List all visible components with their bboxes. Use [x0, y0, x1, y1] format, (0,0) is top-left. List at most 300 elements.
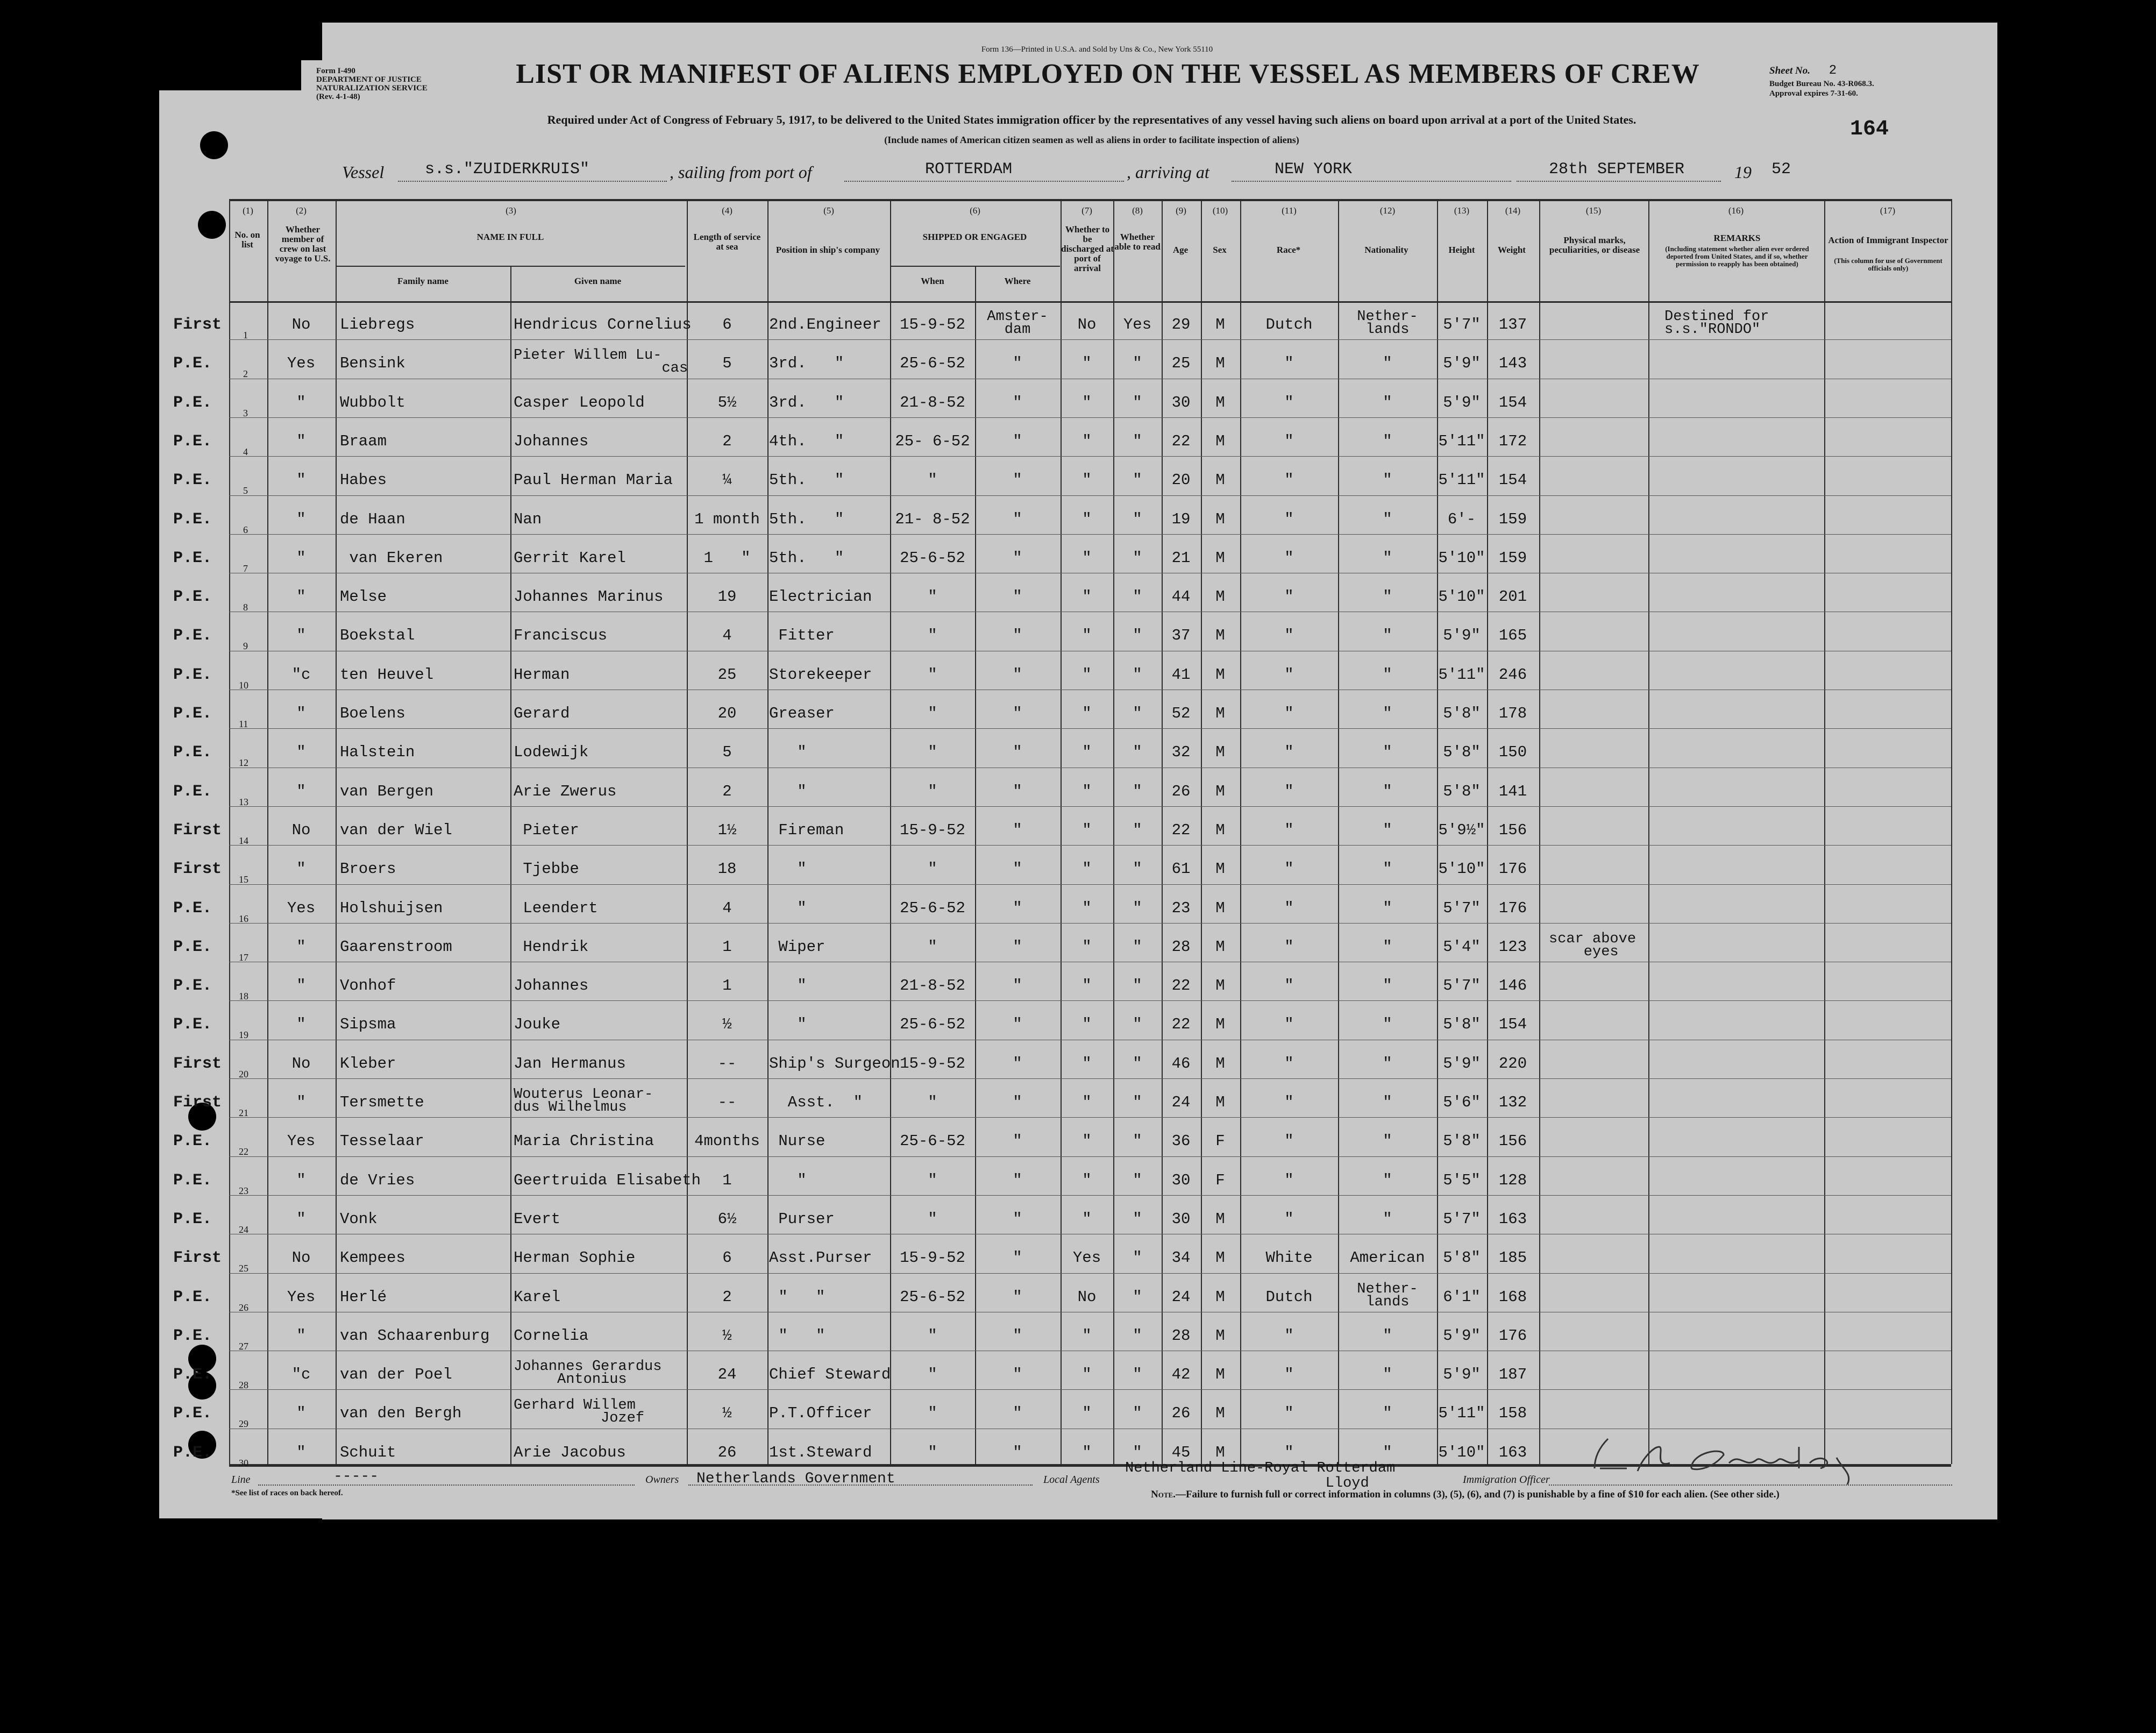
cell-height: 5'9" [1443, 1055, 1481, 1073]
cell-weight: 154 [1498, 1015, 1527, 1033]
cell-when: " [928, 1327, 937, 1345]
cell-position: " [769, 899, 807, 917]
cell-age: 30 [1171, 1210, 1191, 1228]
header-where: Where [1004, 276, 1031, 286]
cell-family: Kempees [340, 1249, 405, 1267]
cell-race: " [1284, 666, 1294, 684]
cell-family: Tersmette [340, 1093, 424, 1111]
column-number: (16) [1728, 205, 1744, 216]
header-name-in-full: NAME IN FULL [476, 232, 544, 242]
include-note: (Include names of American citizen seamen as well as aliens in order to facilitate inspection of aliens) [884, 134, 1299, 145]
cell-prev: " [296, 432, 306, 450]
cell-nat: " [1383, 1055, 1392, 1073]
cell-position: 4th. " [769, 432, 844, 450]
cell-read: " [1133, 394, 1142, 411]
cell-position: " [769, 977, 807, 995]
cell-race: " [1284, 432, 1294, 450]
cell-position: 5th. " [769, 510, 844, 528]
header-weight: Weight [1498, 245, 1526, 255]
cell-read: " [1133, 354, 1142, 372]
cell-given: Johannes [514, 977, 589, 995]
row-number: 3 [243, 408, 248, 418]
row-divider [229, 923, 1951, 924]
cell-where: " [1013, 1093, 1022, 1111]
sheet-number: Sheet No. 2 [1769, 63, 1837, 78]
cell-where: " [1013, 1055, 1022, 1073]
cell-height: 5'8" [1443, 1015, 1481, 1033]
cell-read: " [1133, 1444, 1142, 1461]
cell-prev: No [291, 316, 311, 333]
header-shipped-engaged: SHIPPED OR ENGAGED [922, 232, 1027, 242]
column-divider [1648, 199, 1649, 1464]
cell-sex: M [1215, 627, 1225, 644]
row-class-label: P.E. [173, 977, 212, 995]
cell-disch: " [1082, 705, 1092, 722]
printer-line: Form 136—Printed in U.S.A. and Sold by Uns & Co., New York 55110 [981, 45, 1213, 54]
row-class-label: P.E. [173, 394, 212, 412]
cell-height: 5'9" [1443, 627, 1481, 644]
cell-where: " [1013, 977, 1022, 995]
cell-when: " [928, 1171, 937, 1189]
row-class-label: P.E. [173, 1171, 212, 1190]
cell-given: Gerard [514, 705, 570, 722]
cell-where: " [1013, 821, 1022, 839]
cell-where: " [1013, 899, 1022, 917]
cell-race: " [1284, 1366, 1294, 1383]
cell-height: 5'11" [1438, 666, 1485, 684]
cell-sex: M [1215, 432, 1225, 450]
cell-sex: M [1215, 1210, 1225, 1228]
cell-height: 5'8" [1443, 705, 1481, 722]
cell-service: 2 [722, 1288, 732, 1306]
cell-where: " [1013, 1249, 1022, 1267]
cell-family: Kleber [340, 1055, 396, 1073]
line-label: Line [231, 1474, 251, 1486]
cell-service: 4 [722, 899, 732, 917]
cell-read: " [1133, 549, 1142, 567]
cell-nat: " [1383, 1444, 1392, 1461]
cell-sex: M [1215, 354, 1225, 372]
cell-disch: " [1082, 860, 1092, 878]
cell-family: ten Heuvel [340, 666, 434, 684]
cell-height: 5'11" [1438, 432, 1485, 450]
row-number: 28 [239, 1380, 248, 1390]
cell-nat: " [1383, 977, 1392, 995]
cell-position: Fireman [769, 821, 844, 839]
column-number: (17) [1880, 205, 1896, 216]
row-class-label: First [173, 1249, 222, 1267]
cell-height: 5'5" [1443, 1171, 1481, 1189]
row-divider [229, 1273, 1951, 1274]
cell-sex: M [1215, 1015, 1225, 1033]
cell-position: Nurse [769, 1132, 826, 1150]
column-number: (10) [1212, 205, 1228, 216]
cell-given: Hendricus Cornelius [514, 316, 692, 333]
cell-disch: " [1082, 1366, 1092, 1383]
cell-family: Boelens [340, 705, 405, 722]
cell-prev: " [296, 783, 306, 800]
header-bottom-rule [229, 301, 1951, 303]
cell-nat: " [1383, 588, 1392, 606]
cell-position: Ship's Surgeon [769, 1055, 900, 1073]
cell-when: 21-8-52 [900, 394, 965, 411]
cell-age: 23 [1171, 899, 1191, 917]
cell-position: 5th. " [769, 549, 844, 567]
header-height: Height [1448, 245, 1475, 255]
cell-when: " [928, 860, 937, 878]
departure-port: ROTTERDAM [925, 160, 1013, 179]
cell-weight: 176 [1498, 1327, 1527, 1345]
cell-where: " [1013, 783, 1022, 800]
cell-nat: " [1383, 1093, 1392, 1111]
cell-weight: 201 [1498, 588, 1527, 606]
cell-disch: " [1082, 627, 1092, 644]
cell-family: de Haan [340, 510, 405, 528]
row-divider [229, 806, 1951, 807]
row-class-label: P.E. [173, 1288, 212, 1306]
immigration-officer-label: Immigration Officer [1463, 1474, 1550, 1486]
cell-weight: 123 [1498, 938, 1527, 956]
row-number: 22 [239, 1146, 248, 1157]
cell-given: Arie Jacobus [514, 1444, 626, 1461]
cell-where: " [1013, 1210, 1022, 1228]
cell-age: 24 [1171, 1093, 1191, 1111]
punch-hole [198, 211, 226, 239]
cell-age: 30 [1171, 1171, 1191, 1189]
row-divider [229, 1117, 1951, 1118]
cell-prev: Yes [287, 899, 316, 917]
department-block: Form I-490 DEPARTMENT OF JUSTICE NATURALIZATION SERVICE (Rev. 4-1-48) [316, 67, 428, 101]
cell-height: 5'10" [1438, 588, 1485, 606]
cell-age: 44 [1171, 588, 1191, 606]
cell-position: Purser [769, 1210, 835, 1228]
cell-family: de Vries [340, 1171, 415, 1189]
row-class-label: P.E. [173, 1210, 212, 1228]
cell-given: Johannes [514, 432, 589, 450]
cell-race: " [1284, 821, 1294, 839]
arrival-year: 52 [1771, 160, 1791, 179]
cell-when: " [928, 783, 937, 800]
cell-service: 2 [722, 432, 732, 450]
cell-given: Jouke [514, 1015, 561, 1033]
header-discharged: Whether to be discharged at port of arrival [1061, 224, 1114, 273]
cell-sex: M [1215, 510, 1225, 528]
cell-read: " [1133, 899, 1142, 917]
cell-disch: " [1082, 1132, 1092, 1150]
cell-prev: " [296, 1015, 306, 1033]
row-class-label: First [173, 1055, 222, 1073]
cell-height: 5'8" [1443, 783, 1481, 800]
row-number: 24 [239, 1224, 248, 1235]
row-class-label: P.E. [173, 627, 212, 645]
cell-weight: 163 [1498, 1444, 1527, 1461]
row-number: 13 [239, 797, 248, 807]
cell-nat: " [1383, 783, 1392, 800]
cell-weight: 187 [1498, 1366, 1527, 1383]
cell-disch: " [1082, 549, 1092, 567]
cell-when: 25-6-52 [900, 1288, 965, 1306]
cell-height: 5'8" [1443, 1132, 1481, 1150]
cell-where: " [1013, 471, 1022, 489]
cell-weight: 185 [1498, 1249, 1527, 1267]
cell-position: Greaser [769, 705, 835, 722]
row-number: 16 [239, 913, 248, 924]
row-class-label: P.E. [173, 705, 212, 723]
column-number: (2) [296, 205, 307, 216]
cell-age: 24 [1171, 1288, 1191, 1306]
cell-service: 2 [722, 783, 732, 800]
row-number: 17 [239, 952, 248, 963]
cell-family: Wubbolt [340, 394, 405, 411]
arrival-dotted-line [1232, 181, 1511, 182]
row-number: 27 [239, 1341, 248, 1352]
cell-sex: F [1215, 1171, 1225, 1189]
cell-disch: " [1082, 471, 1092, 489]
cell-age: 37 [1171, 627, 1191, 644]
cell-height: 5'7" [1443, 316, 1481, 333]
cell-when: 15-9-52 [900, 316, 965, 333]
cell-prev: " [296, 743, 306, 761]
cell-sex: M [1215, 666, 1225, 684]
row-number: 21 [239, 1107, 248, 1118]
cell-position: Wiper [769, 938, 826, 956]
cell-height: 5'7" [1443, 977, 1481, 995]
row-number: 10 [239, 680, 248, 691]
cell-race: " [1284, 1444, 1294, 1461]
cell-age: 22 [1171, 1015, 1191, 1033]
row-class-label: P.E. [173, 1327, 212, 1345]
header-nationality: Nationality [1364, 245, 1408, 255]
cell-race: " [1284, 1327, 1294, 1345]
cell-read: " [1133, 938, 1142, 956]
cell-given: Evert [514, 1210, 561, 1228]
cell-sex: M [1215, 1093, 1225, 1111]
column-number: (7) [1081, 205, 1092, 216]
column-divider [1824, 199, 1825, 1464]
header-top-rule [229, 199, 1951, 201]
cell-height: 5'10" [1438, 1444, 1485, 1461]
agents-value: Netherland Line-Royal Rotterdam Lloyd [1125, 1460, 1396, 1491]
owners-label: Owners [645, 1474, 679, 1486]
row-divider [229, 495, 1951, 496]
cell-nat: " [1383, 938, 1392, 956]
cell-where: " [1013, 938, 1022, 956]
cell-weight: 165 [1498, 627, 1527, 644]
cell-disch: " [1082, 743, 1092, 761]
column-number: (11) [1282, 205, 1297, 216]
cell-service: ½ [722, 1327, 732, 1345]
cell-age: 34 [1171, 1249, 1191, 1267]
cell-race: " [1284, 394, 1294, 411]
cell-where: " [1013, 1132, 1022, 1150]
cell-service: 1 month [694, 510, 760, 528]
header-remarks: REMARKS [1713, 233, 1761, 243]
cell-read: " [1133, 1055, 1142, 1073]
row-divider [229, 728, 1951, 729]
cell-when: 21-8-52 [900, 977, 965, 995]
cell-disch: " [1082, 666, 1092, 684]
row-number: 23 [239, 1185, 248, 1196]
cell-position: 3rd. " [769, 354, 844, 372]
arriving-label: , arriving at [1127, 162, 1209, 182]
cell-weight: 168 [1498, 1288, 1527, 1306]
cell-prev: " [296, 705, 306, 722]
cell-age: 22 [1171, 821, 1191, 839]
column-number: (3) [506, 205, 516, 216]
cell-disch: " [1082, 1093, 1092, 1111]
cell-weight: 137 [1498, 316, 1527, 333]
cell-read: " [1133, 510, 1142, 528]
cell-family: Habes [340, 471, 387, 489]
cell-family: van der Poel [340, 1366, 452, 1383]
cell-read: " [1133, 1210, 1142, 1228]
cell-sex: M [1215, 394, 1225, 411]
cell-weight: 156 [1498, 821, 1527, 839]
cell-prev: " [296, 1327, 306, 1345]
cell-height: 5'7" [1443, 899, 1481, 917]
cell-disch: " [1082, 354, 1092, 372]
cell-prev: " [296, 588, 306, 606]
cell-nat: " [1383, 1327, 1392, 1345]
cell-prev: " [296, 549, 306, 567]
cell-disch: " [1082, 394, 1092, 411]
cell-remarks: Destined for s.s."RONDO" [1664, 309, 1769, 338]
cell-read: " [1133, 1015, 1142, 1033]
cell-family: van Bergen [340, 783, 434, 800]
cell-read: " [1133, 1327, 1142, 1345]
cell-weight: 220 [1498, 1055, 1527, 1073]
cell-disch: " [1082, 1210, 1092, 1228]
row-class-label: P.E. [173, 1366, 212, 1384]
row-number: 11 [239, 719, 248, 729]
row-divider [229, 339, 1951, 340]
cell-service: 26 [717, 1444, 737, 1461]
cell-family: Holshuijsen [340, 899, 443, 917]
cell-given: Hendrik [514, 938, 589, 956]
cell-service: 4months [694, 1132, 760, 1150]
cell-prev: Yes [287, 354, 316, 372]
row-number: 20 [239, 1069, 248, 1079]
cell-service: 5 [722, 743, 732, 761]
cell-sex: M [1215, 860, 1225, 878]
cell-race: " [1284, 860, 1294, 878]
cell-service: -- [717, 1055, 737, 1073]
header-given-name: Given name [574, 276, 622, 286]
cell-age: 19 [1171, 510, 1191, 528]
budget-bureau: Budget Bureau No. 43-R068.3. [1769, 80, 1874, 88]
cell-sex: M [1215, 316, 1225, 333]
cell-disch: " [1082, 783, 1092, 800]
cell-prev: " [296, 938, 306, 956]
cell-where: " [1013, 860, 1022, 878]
cell-nat: " [1383, 510, 1392, 528]
header-inspector-action: Action of Immigrant Inspector [1828, 235, 1948, 245]
cell-family: Halstein [340, 743, 415, 761]
cell-read: " [1133, 1404, 1142, 1422]
cell-service: 6 [722, 316, 732, 333]
row-class-label: P.E. [173, 1015, 212, 1034]
cell-given: Franciscus [514, 627, 608, 644]
cell-service: 1 [722, 938, 732, 956]
cell-service: 1 [722, 977, 732, 995]
cell-prev: No [291, 1055, 311, 1073]
cell-age: 29 [1171, 316, 1191, 333]
cell-sex: M [1215, 783, 1225, 800]
cell-race: " [1284, 938, 1294, 956]
cell-nat: " [1383, 1171, 1392, 1189]
row-number: 9 [243, 641, 248, 651]
cell-weight: 246 [1498, 666, 1527, 684]
row-class-label: P.E. [173, 666, 212, 684]
arrival-port: NEW YORK [1275, 160, 1353, 179]
cell-weight: 143 [1498, 354, 1527, 372]
arrival-date: 28th SEPTEMBER [1549, 160, 1685, 179]
cell-given: Arie Zwerus [514, 783, 617, 800]
cell-sex: F [1215, 1132, 1225, 1150]
cell-height: 5'11" [1438, 1404, 1485, 1422]
cell-when: " [928, 705, 937, 722]
cell-when: " [928, 1404, 937, 1422]
cell-family: Melse [340, 588, 387, 606]
cell-when: 15-9-52 [900, 821, 965, 839]
cell-age: 25 [1171, 354, 1191, 372]
cell-height: 5'9½" [1438, 821, 1485, 839]
cell-where: " [1013, 743, 1022, 761]
cell-when: 25-6-52 [900, 1015, 965, 1033]
header-remarks-note: (Including statement whether alien ever ordered deported from United States, and if so, whether permission to reapply has been obtained) [1665, 245, 1809, 268]
cell-where: " [1013, 588, 1022, 606]
row-divider [229, 845, 1951, 846]
cell-prev: " [296, 510, 306, 528]
cell-nat: " [1383, 1404, 1392, 1422]
cell-race: " [1284, 354, 1294, 372]
cell-where: " [1013, 549, 1022, 567]
cell-disch: " [1082, 1055, 1092, 1073]
form-title: LIST OR MANIFEST OF ALIENS EMPLOYED ON THE VESSEL AS MEMBERS OF CREW [516, 59, 1700, 89]
cell-read: " [1133, 705, 1142, 722]
cell-where: Amster- dam [987, 309, 1048, 338]
cell-position: " [769, 860, 807, 878]
cell-race: Dutch [1265, 316, 1313, 333]
cell-family: Bensink [340, 354, 405, 372]
cell-prev: No [291, 821, 311, 839]
header-position: Position in ship's company [775, 245, 880, 255]
cell-given: Pieter Willem Lu- cas [514, 347, 688, 377]
row-divider [229, 884, 1951, 885]
cell-when: " [928, 471, 937, 489]
row-class-label: P.E. [173, 588, 212, 606]
cell-age: 42 [1171, 1366, 1191, 1383]
cell-race: " [1284, 743, 1294, 761]
cell-where: " [1013, 1327, 1022, 1345]
cell-service: 24 [717, 1366, 737, 1383]
cell-nat: " [1383, 627, 1392, 644]
cell-weight: 159 [1498, 510, 1527, 528]
cell-service: 1 [722, 1171, 732, 1189]
cell-position: " " [769, 1327, 826, 1345]
date-dotted-line [1517, 181, 1721, 182]
cell-sex: M [1215, 588, 1225, 606]
cell-where: " [1013, 705, 1022, 722]
row-number: 14 [239, 835, 248, 846]
cell-when: 15-9-52 [900, 1249, 965, 1267]
row-class-label: P.E. [173, 899, 212, 918]
officer-signature-text [1613, 1452, 1617, 1453]
cell-service: 18 [717, 860, 737, 878]
row-number: 30 [239, 1458, 248, 1468]
cell-nat: " [1383, 549, 1392, 567]
cell-read: " [1133, 588, 1142, 606]
